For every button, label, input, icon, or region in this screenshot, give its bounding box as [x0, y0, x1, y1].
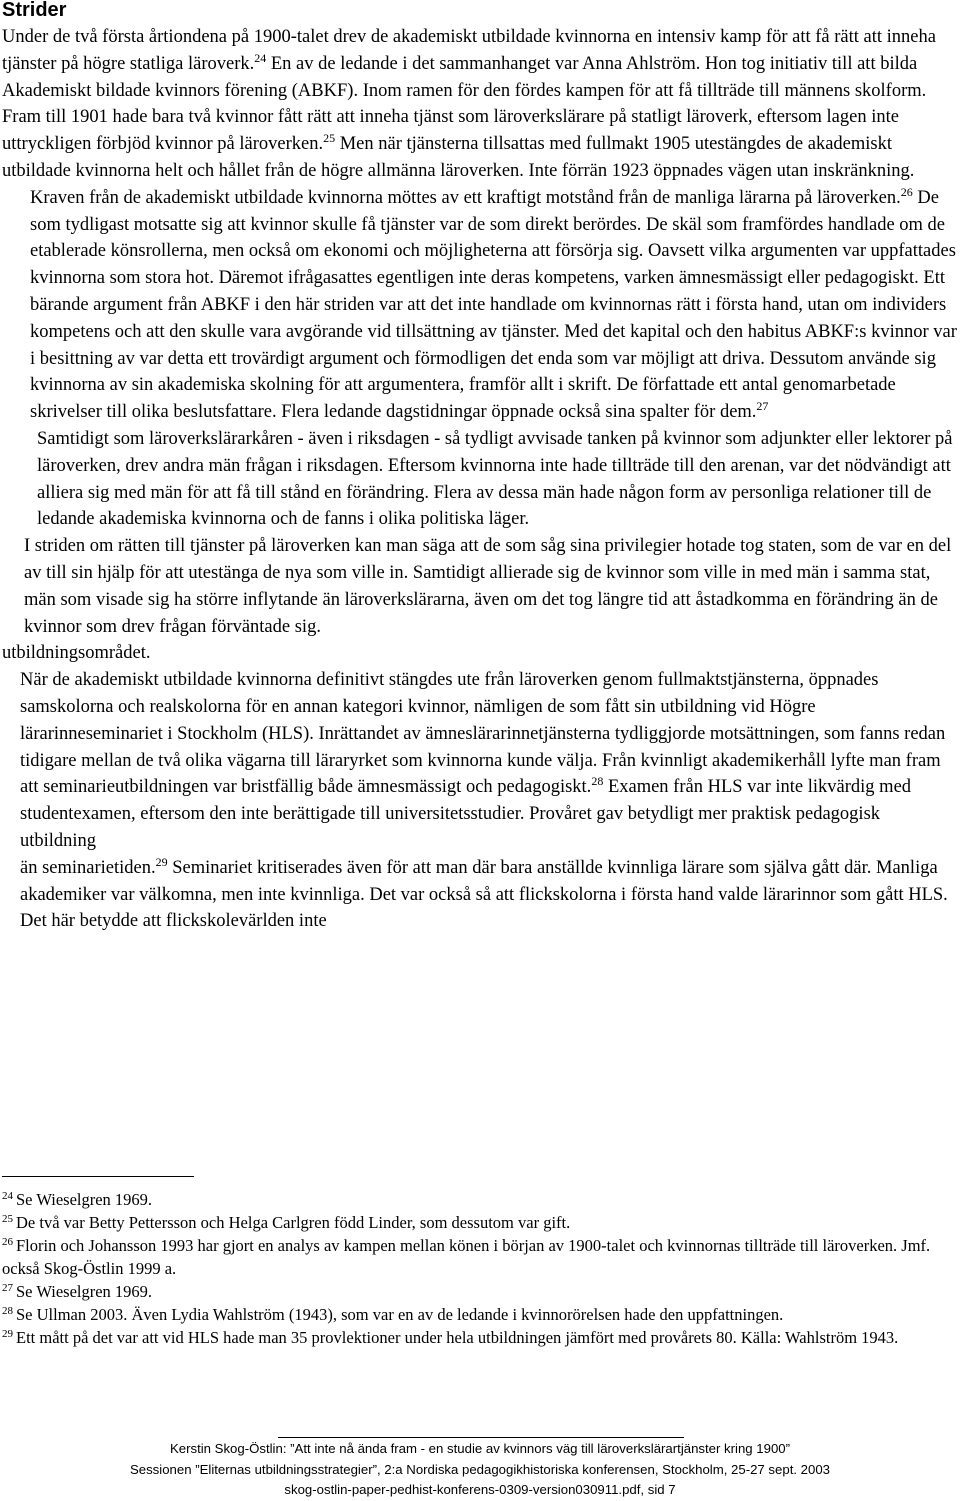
paragraph-text: En av de ledande i det sammanhanget var Anna Ahlström. Hon tog initiativ till att bilda Akademiskt bildade kvinnors förening (ABKF). Inom ramen för den fördes kampen för att få tillträde till männens skolform. Fram till 1901 hade bara två kvinnor fått rätt att inneha tjänst som läroverkslärare på statligt läroverk, eftersom lagen inte uttryckligen förbjöd kvinnor på läroverken.	[2, 53, 927, 155]
footnote-number: 25	[2, 1213, 13, 1225]
paragraph-text: De som tydligast motsatte sig att kvinnor skulle få tjänster var de som direkt berördes. De skäl som framfördes handlade om de etablerade könsrollerna, men också om ekonomi och möjligheterna att försörja sig. Oavsett vilka argumenten var uppfattades kvinnorna som stora hot. Däremot ifrågasattes egentligen inte deras kompetens, varken ämnesmässigt eller pedagogiskt. Ett bärande argument från ABKF i den här striden var att det inte handlade om kvinnornas rätt i första hand, utan om individers kompetens och att den skulle vara avgörande vid tillsättning av tjänster. Med det kapital och den habitus ABKF:s kvinnor var i besittning av var detta ett trovärdigt argument och förmodligen det enda som var möjligt att driva. Dessutom använde sig kvinnorna av sin akademiska skolning för att argumentera, framför allt i skrift. De författade ett antal genomarbetade skrivelser till olika beslutsfattare. Flera ledande dagstidningar öppnade också sina spalter för dem.	[30, 187, 957, 423]
footnote	[2, 1234, 958, 1280]
paragraph-text: I striden om rätten till tjänster på läroverken kan man säga att de som såg sina privilegier hotade tog staten, som de var en del av till sin hjälp för att utestänga de nya som ville in. Samtidigt allierade sig de kvinnor som ville in med män i samma stat, män som visade sig ha större inflytande än läroverkslärarna, även om det tog längre tid att åstadkomma en förändring än de kvinnor som drev frågan förväntade sig.	[24, 536, 952, 637]
footer-session: Sessionen ”Eliternas utbildningsstrategier”, 2:a Nordiska pedagogikhistoriska konferensen, Stockholm, 25-27 sept. 2003	[129, 1461, 831, 1477]
footnote-text: De två var Betty Pettersson och Helga Carlgren född Linder, som dessutom var gift.	[16, 1213, 571, 1232]
paragraph-text: Kraven från de akademiskt utbildade kvinnorna möttes av ett kraftigt motstånd från de manliga lärarna på läroverken.	[30, 187, 901, 208]
footnote-reference[interactable]: 27	[756, 399, 769, 414]
paragraph-text: Seminariet kritiserades även för att man där bara anställde kvinnliga lärare som själva gått där. Manliga akademiker var välkomna, men inte kvinnliga. Det var också så att flickskolorna i första hand valde lärarinnor som gått HLS. Det här betydde att flickskolevärlden inte	[20, 857, 948, 932]
footnote-number: 24	[2, 1190, 13, 1202]
paragraph	[2, 426, 958, 533]
footnote-number: 28	[2, 1305, 13, 1317]
footnote-number: 26	[2, 1236, 13, 1248]
footnote-text: Florin och Johansson 1993 har gjort en analys av kampen mellan könen i början av 1900-talet och kvinnornas tillträde till läroverken. Jmf. också Skog-Östlin 1999 a.	[2, 1236, 931, 1278]
footer-divider	[278, 1437, 684, 1438]
footnote	[2, 1280, 958, 1303]
footnote-reference[interactable]: 24	[254, 50, 267, 65]
paragraph-text: Men när tjänsterna tillsattas med fullmakt 1905 utestängdes de akademiskt utbildade kvinnorna helt och hållet från de högre allmänna läroverken. Inte förrän 1923 öppnades vägen utan inskränkning.	[2, 134, 915, 181]
page-footer	[0, 1439, 960, 1501]
footnotes	[2, 1188, 958, 1349]
section-heading: Strider	[2, 0, 67, 21]
paragraph	[2, 185, 958, 426]
footnote-number: 27	[2, 1282, 13, 1294]
footnote	[2, 1188, 958, 1211]
paragraph	[2, 24, 958, 185]
footnote-reference[interactable]: 26	[900, 184, 913, 199]
paragraph-fragment: utbildningsområdet.	[2, 643, 151, 664]
footnote	[2, 1326, 958, 1349]
paragraph-text: Examen från HLS var inte likvärdig med studentexamen, eftersom den inte berättigade till universitetsstudier. Provåret gav betydligt mer praktisk pedagogisk utbildning	[20, 777, 912, 851]
footnote-number: 29	[2, 1328, 13, 1340]
paragraph-text: När de akademiskt utbildade kvinnorna definitivt stängdes ute från läroverken genom fullmaktstjänsterna, öppnades samskolorna och realskolorna för en annan kategori kvinnor, nämligen de som fått sin utbildning vid Högre lärarinneseminariet i Stockholm (HLS). Inrättandet av ämneslärarinnetjänsterna tydliggjorde motsättningen, som fanns redan tidigare mellan de två olika vägarna till läraryrket som kvinnorna kunde välja. Från kvinnligt akademikerhåll lyfte man fram att seminarieutbildningen var bristfällig både ämnesmässigt och pedagogiskt.	[20, 670, 946, 798]
footnote-text: Se Wieselgren 1969.	[16, 1190, 153, 1209]
footnote-reference[interactable]: 28	[591, 774, 604, 789]
body-text	[2, 24, 958, 935]
footnote-text: Se Wieselgren 1969.	[16, 1282, 153, 1301]
footnote-text: Ett mått på det var att vid HLS hade man 35 provlektioner under hela utbildningen jämfört med provårets 80. Källa: Wahlström 1943.	[16, 1328, 899, 1347]
footnote-reference[interactable]: 25	[323, 131, 336, 146]
paragraph	[2, 533, 958, 640]
paragraph-text: Under de två första årtiondena på 1900-talet drev de akademiskt utbildade kvinnorna en intensiv kamp för att få rätt att inneha tjänster på högre statliga läroverk.	[2, 27, 936, 74]
footer-filename: skog-ostlin-paper-pedhist-konferens-0309-version030911.pdf, sid 7	[284, 1482, 676, 1497]
paragraph-text: Samtidigt som läroverkslärarkåren - även i riksdagen - så tydligt avvisade tanken på kvinnor som adjunkter eller lektorer på läroverken, drev andra män frågan i riksdagen. Eftersom kvinnorna inte hade tillträde till den arenan, var det nödvändigt att alliera sig med män för att få till stånd en förändring. Flera av dessa män hade någon form av personliga relationer till de ledande akademiska kvinnorna och de fanns i olika politiska läger.	[37, 428, 953, 530]
paragraph	[2, 667, 958, 935]
footnote-reference[interactable]: 29	[155, 854, 168, 869]
paragraph-text: än seminarietiden.	[20, 857, 156, 878]
footnote-text: Se Ullman 2003. Även Lydia Wahlström (1943), som var en av de ledande i kvinnorörelsen hade den uppfattningen.	[16, 1305, 784, 1324]
footnote	[2, 1303, 958, 1326]
footnote-divider	[2, 1176, 194, 1177]
footnote	[2, 1211, 958, 1234]
footer-author-title: Kerstin Skog-Östlin: ”Att inte nå ända fram - en studie av kvinnors väg till läroverkslärartjänster kring 1900”	[169, 1441, 791, 1456]
